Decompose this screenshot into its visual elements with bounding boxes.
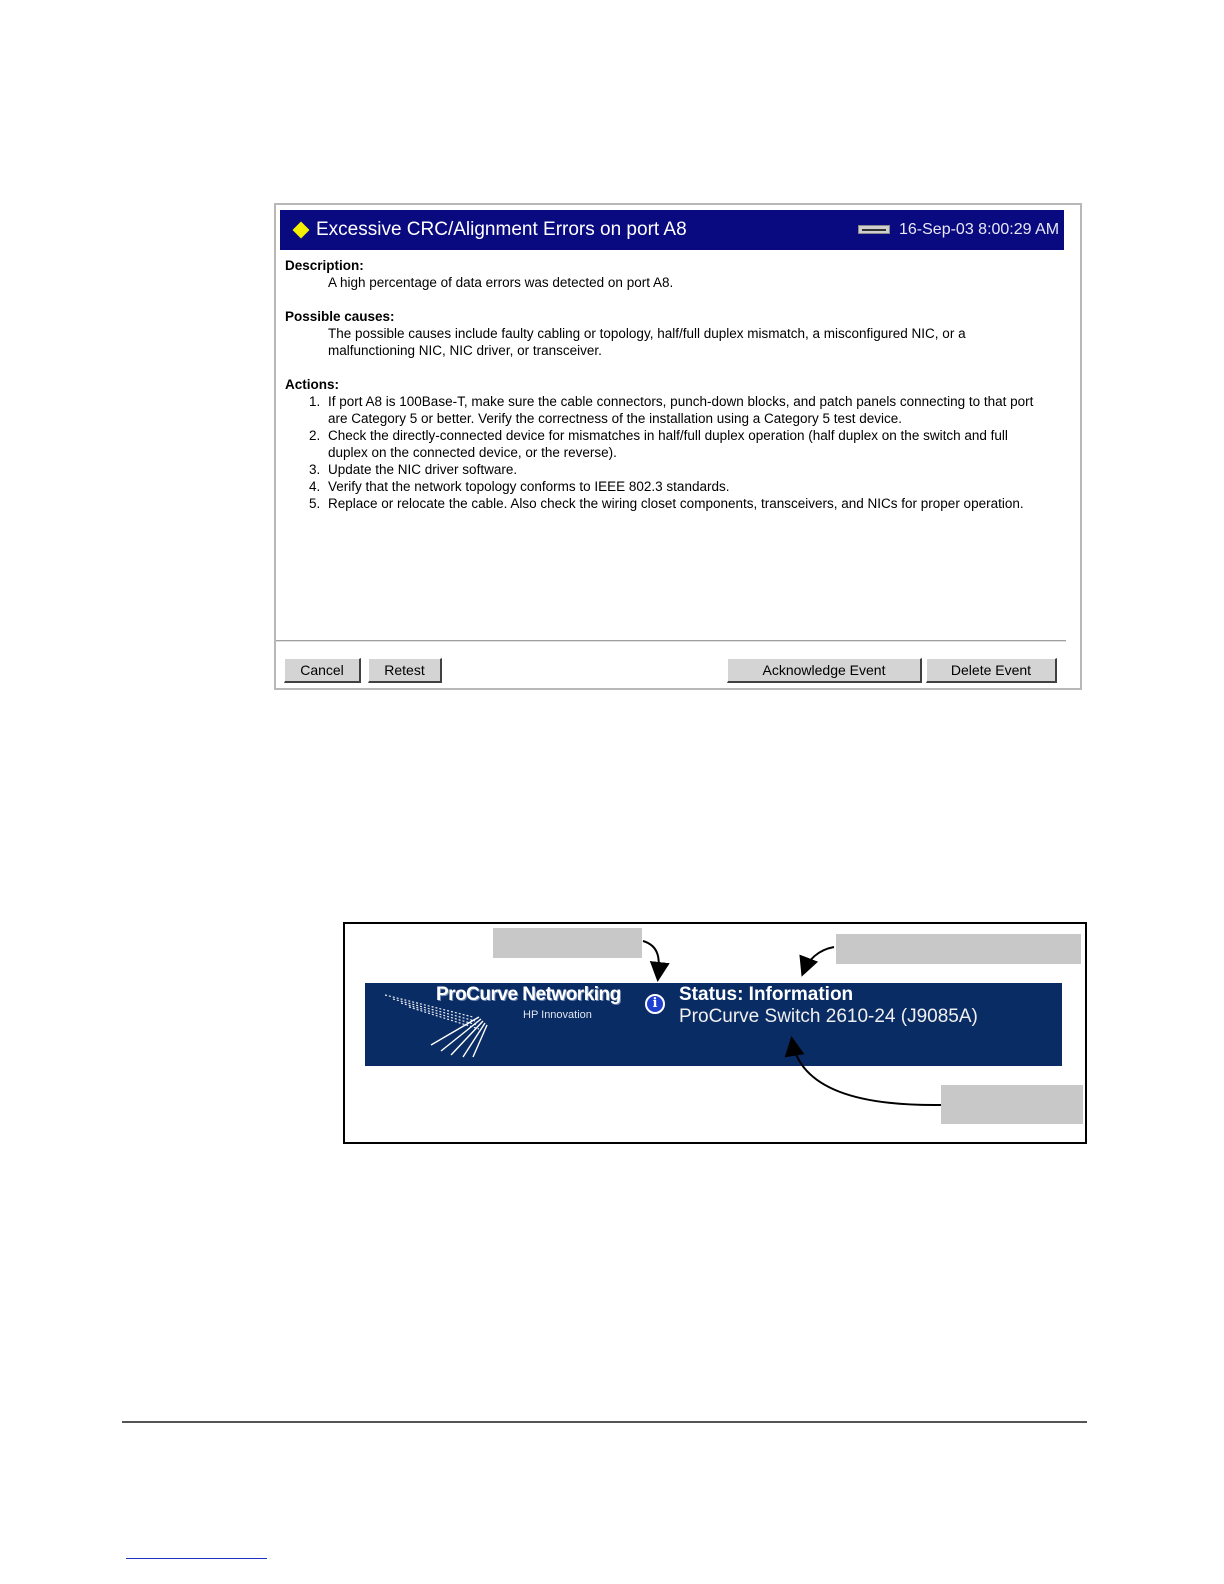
description-heading: Description: [285,258,364,273]
cancel-button[interactable]: Cancel [284,658,361,683]
action-number: 5. [309,496,321,511]
action-text-line: Check the directly-connected device for mismatches in half/full duplex operation (half duplex on the switch and full [328,428,1008,443]
callout-arrow [643,941,659,978]
causes-heading: Possible causes: [285,309,395,324]
device-name-text: ProCurve Switch 2610-24 (J9085A) [679,1006,978,1027]
action-number: 2. [309,428,321,443]
action-text-line: duplex on the connected device, or the reverse). [328,445,617,460]
description-text: A high percentage of data errors was detected on port A8. [328,275,674,290]
delete-event-button[interactable]: Delete Event [926,658,1057,683]
action-text-line: are Category 5 or better. Verify the correctness of the installation using a Category 5 test device. [328,411,903,426]
retest-button[interactable]: Retest [368,658,442,683]
info-icon[interactable]: i [645,994,665,1014]
acknowledge-event-button[interactable]: Acknowledge Event [727,658,922,683]
actions-heading: Actions: [285,377,339,392]
action-number: 4. [309,479,321,494]
causes-text-line: The possible causes include faulty cabling or topology, half/full duplex mismatch, a misconfigured NIC, or a [328,326,966,341]
action-text-line: Verify that the network topology conforms to IEEE 802.3 standards. [328,479,730,494]
event-title: Excessive CRC/Alignment Errors on port A8 [316,219,687,240]
status-text: Status: Information [679,984,854,1005]
callout-arrow [792,1040,941,1105]
footer-link-underline [126,1558,267,1559]
brand-name: ProCurve Networking [436,984,621,1005]
causes-text-line: malfunctioning NIC, NIC driver, or transceiver. [328,343,602,358]
action-text-line: If port A8 is 100Base-T, make sure the cable connectors, punch-down blocks, and patch panels connecting to that port [328,394,1034,409]
action-text-line: Replace or relocate the cable. Also check the wiring closet components, transceivers, and NICs for proper operation. [328,496,1024,511]
callout-arrow [803,947,834,973]
action-text-line: Update the NIC driver software. [328,462,518,477]
event-timestamp: 16-Sep-03 8:00:29 AM [899,221,1060,238]
brand-tagline: HP Innovation [523,1009,592,1021]
action-number: 1. [309,394,321,409]
action-number: 3. [309,462,321,477]
footer-rule [122,1421,1087,1423]
